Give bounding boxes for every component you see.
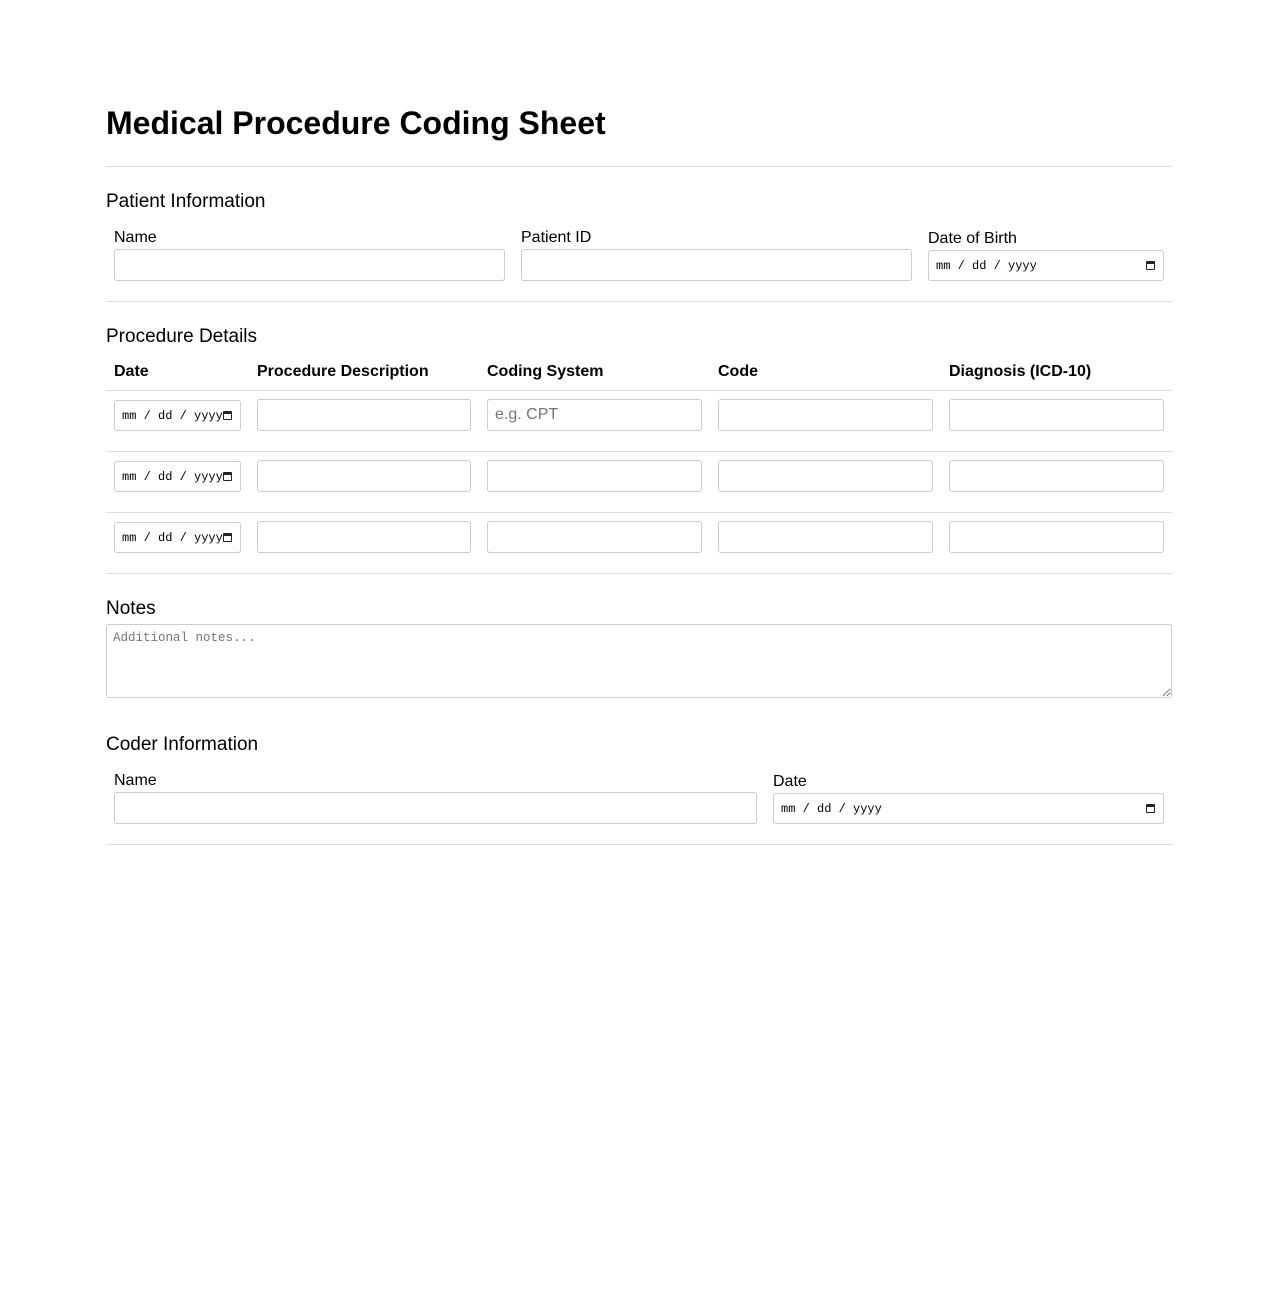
calendar-icon[interactable] xyxy=(223,472,232,481)
divider xyxy=(106,844,1172,845)
procedure-description-input[interactable] xyxy=(257,521,471,553)
coder-name-input[interactable] xyxy=(114,792,757,824)
column-header-code: Code xyxy=(718,363,758,380)
procedure-date-text: mm / dd / yyyy xyxy=(122,530,223,545)
coding-system-input[interactable] xyxy=(487,460,702,492)
coder-name-label: Name xyxy=(114,772,157,789)
procedure-date-input[interactable] xyxy=(114,522,241,553)
coder-date-input[interactable] xyxy=(773,793,1164,824)
calendar-icon[interactable] xyxy=(223,533,232,542)
calendar-icon[interactable] xyxy=(1146,804,1155,813)
code-input[interactable] xyxy=(718,460,933,492)
procedure-details-heading: Procedure Details xyxy=(106,326,258,347)
procedure-date-text: mm / dd / yyyy xyxy=(122,469,223,484)
coder-info-heading: Coder Information xyxy=(106,734,259,755)
table-header-divider xyxy=(106,390,1172,391)
procedure-date-input[interactable] xyxy=(114,400,241,431)
calendar-icon[interactable] xyxy=(223,411,232,420)
column-header-coding-system: Coding System xyxy=(487,363,604,380)
procedure-description-input[interactable] xyxy=(257,460,471,492)
diagnosis-input[interactable] xyxy=(949,460,1164,492)
code-input[interactable] xyxy=(718,521,933,553)
patient-id-input[interactable] xyxy=(521,249,912,281)
code-input[interactable] xyxy=(718,399,933,431)
row-divider xyxy=(106,451,1172,452)
patient-name-input[interactable] xyxy=(114,249,505,281)
coder-date-label: Date xyxy=(773,773,807,790)
notes-textarea[interactable] xyxy=(106,624,1172,698)
divider xyxy=(106,166,1172,167)
diagnosis-input[interactable] xyxy=(949,399,1164,431)
patient-info-heading: Patient Information xyxy=(106,191,266,212)
procedure-date-text: mm / dd / yyyy xyxy=(122,408,223,423)
column-header-date: Date xyxy=(114,363,149,380)
notes-heading: Notes xyxy=(106,598,156,619)
row-divider xyxy=(106,512,1172,513)
column-header-diagnosis: Diagnosis (ICD-10) xyxy=(949,363,1092,380)
procedure-date-input[interactable] xyxy=(114,461,241,492)
calendar-icon[interactable] xyxy=(1146,261,1155,270)
dob-date-text: mm / dd / yyyy xyxy=(936,258,1037,273)
row-divider xyxy=(106,573,1172,574)
patient-id-label: Patient ID xyxy=(521,229,592,246)
divider xyxy=(106,301,1172,302)
dob-label: Date of Birth xyxy=(928,230,1017,247)
page-title: Medical Procedure Coding Sheet xyxy=(106,105,606,141)
dob-input[interactable] xyxy=(928,250,1164,281)
diagnosis-input[interactable] xyxy=(949,521,1164,553)
coding-system-input[interactable] xyxy=(487,521,702,553)
procedure-description-input[interactable] xyxy=(257,399,471,431)
coder-date-text: mm / dd / yyyy xyxy=(781,801,882,816)
coding-system-input[interactable] xyxy=(487,399,702,431)
column-header-procedure-description: Procedure Description xyxy=(257,363,429,380)
patient-name-label: Name xyxy=(114,229,157,246)
